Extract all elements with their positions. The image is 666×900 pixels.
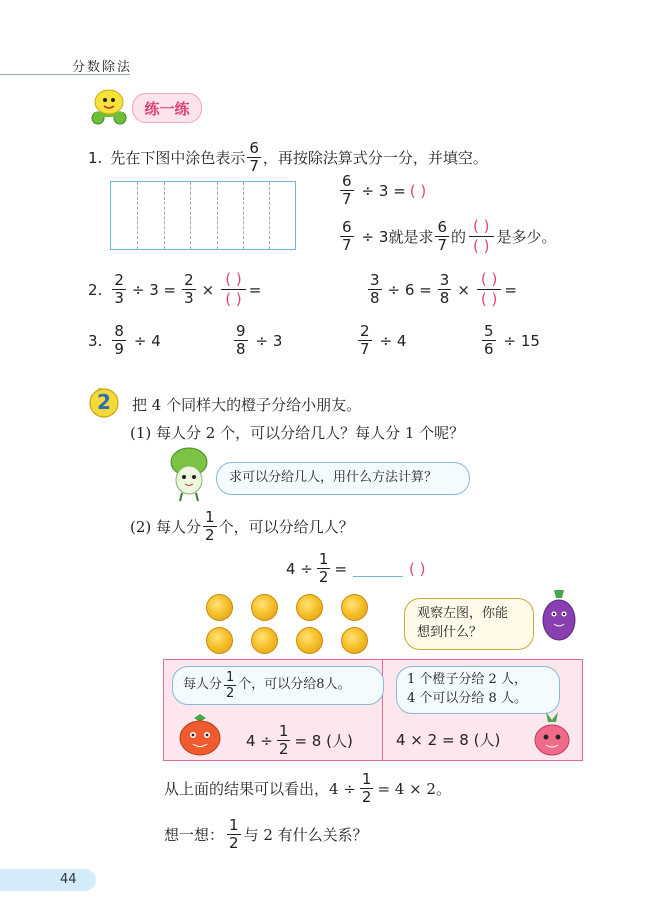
q2-right-den2: 8 — [439, 289, 450, 307]
q1-frac-den: 7 — [249, 157, 259, 175]
hint-bubble-1 — [216, 462, 470, 495]
q1-eq2-fraction — [340, 220, 354, 253]
q3-item-op: ÷ 15 — [503, 331, 540, 350]
left-bubble-text-a: 每人分 — [183, 677, 223, 693]
q2-left-op2: × — [201, 280, 215, 299]
q1-fraction — [247, 141, 261, 174]
oranges-grid — [206, 594, 366, 656]
q3-item-1 — [232, 324, 282, 357]
part-2-eq-den: 2 — [318, 568, 329, 586]
right-panel-bubble — [396, 666, 560, 714]
q1-eq2-blank-fraction[interactable] — [469, 219, 493, 254]
q1-eq1-fraction — [340, 174, 354, 207]
q1-frac-num: 6 — [249, 139, 259, 157]
q1-eq1-num: 6 — [342, 172, 352, 190]
lemon-mascot-icon — [86, 88, 132, 126]
q3-item-den: 6 — [484, 340, 494, 358]
q2-left-num: 2 — [114, 271, 124, 289]
practice-badge — [132, 93, 202, 123]
q3-item-3-frac — [482, 324, 496, 357]
q2-right-op1: ÷ 6 = — [387, 280, 432, 299]
orange-icon — [296, 594, 323, 621]
q3-item-3 — [480, 324, 540, 357]
q2-left-blank-fraction[interactable] — [221, 272, 245, 307]
think-text-b: 与 2 有什么关系？ — [243, 826, 368, 844]
part-2-num: 1 — [205, 508, 215, 526]
q1-number: 1. — [88, 148, 103, 167]
q3-item-den: 9 — [114, 340, 124, 358]
section-title: 分数除法 — [72, 60, 133, 75]
q3-item-0-frac — [112, 324, 126, 357]
think-den: 2 — [229, 834, 239, 852]
tomato-mascot-icon — [176, 712, 224, 758]
part-2-text-a: (2) 每人分 — [130, 518, 202, 536]
q1-eq2-blank-top[interactable]: ( ) — [469, 219, 493, 237]
part-2-den: 2 — [205, 526, 215, 544]
q1-eq2-den2: 7 — [437, 236, 447, 254]
q3-item-num: 8 — [114, 322, 124, 340]
part-2-equation — [286, 552, 426, 585]
column-divider — [164, 182, 165, 249]
q2-right-blank-top[interactable]: ( ) — [477, 272, 501, 290]
page-number-tab — [0, 869, 96, 891]
orange-icon — [206, 627, 233, 654]
q2-left-op3: = — [248, 280, 262, 299]
q2-left-blank-bottom[interactable]: ( ) — [225, 290, 242, 308]
q1-eq2-text-a: 就是求 — [388, 228, 434, 246]
coloring-rectangle[interactable] — [110, 181, 296, 250]
q3-item-op: ÷ 4 — [379, 331, 407, 350]
column-divider — [137, 182, 138, 249]
q3-item-1-frac — [234, 324, 248, 357]
think-num: 1 — [229, 816, 239, 834]
think-text-a: 想一想： — [164, 826, 225, 844]
q3-item-num: 9 — [236, 322, 246, 340]
think-fraction — [227, 818, 241, 851]
q2-left-frac-2 — [182, 273, 196, 306]
q3-number: 3. — [88, 331, 103, 350]
example-2-part-1: (1) 每人分 2 个，可以分给几人？每人分 1 个呢？ — [130, 424, 465, 442]
q1-equation-1 — [338, 174, 426, 207]
q2-left-equation — [88, 272, 261, 307]
q3-item-num: 5 — [484, 322, 494, 340]
cabbage-mascot-icon — [164, 446, 214, 502]
q3-number-row — [88, 324, 161, 357]
column-divider — [269, 182, 270, 249]
left-bubble-text-b: 个，可以分给8人。 — [238, 677, 351, 693]
orange-icon — [251, 627, 278, 654]
q2-left-op1: ÷ 3 = — [131, 280, 177, 299]
conclusion-text-b: = 4 × 2。 — [377, 780, 451, 798]
q2-right-equation — [366, 272, 517, 307]
conclusion-num: 1 — [361, 770, 372, 788]
column-divider — [217, 182, 218, 249]
conclusion-den: 2 — [361, 788, 372, 806]
q3-item-2 — [356, 324, 406, 357]
q2-right-blank-fraction[interactable] — [477, 272, 501, 307]
q1-eq2-text-c: 是多少。 — [496, 228, 557, 246]
left-eq-left: 4 ÷ — [246, 731, 273, 750]
part-2-unit-blank[interactable]: ( ) — [409, 559, 426, 578]
q3-item-2-frac — [358, 324, 372, 357]
left-eq-den: 2 — [278, 740, 289, 758]
right-panel-equation — [396, 729, 500, 750]
page-number: 44 — [60, 872, 77, 887]
hint-bubble-1-text: 求可以分给几人，用什么方法计算？ — [229, 470, 438, 485]
q2-right-den: 8 — [370, 289, 380, 307]
part-2-text-b: 个，可以分给几人？ — [218, 518, 354, 536]
example-2-title: 把 4 个同样大的橙子分给小朋友。 — [132, 396, 362, 414]
part-2-eq-num: 1 — [318, 550, 329, 568]
q1-eq2-blank-bottom[interactable]: ( ) — [473, 237, 490, 255]
q1-eq2-fraction-2 — [435, 220, 449, 253]
q2-left-den: 3 — [114, 289, 124, 307]
orange-icon — [296, 627, 323, 654]
left-bubble-fraction — [224, 671, 236, 700]
q1-prompt — [88, 141, 488, 174]
example-2-part-2 — [130, 510, 354, 543]
q1-text-b: ，再按除法算式分一分，并填空。 — [262, 149, 488, 167]
q1-eq2-num: 6 — [342, 218, 352, 236]
column-divider — [243, 182, 244, 249]
part-2-fraction — [203, 510, 217, 543]
q3-item-op: ÷ 4 — [133, 331, 161, 350]
left-bubble-den: 2 — [226, 686, 235, 701]
q2-left-den2: 3 — [184, 289, 194, 307]
q3-item-op: ÷ 3 — [255, 331, 283, 350]
column-divider — [190, 182, 191, 249]
example-2-number: 2 — [97, 390, 111, 414]
q2-right-num2: 3 — [439, 271, 450, 289]
part-2-eq-left: 4 ÷ — [286, 559, 313, 578]
q1-eq1-op: ÷ 3 = — [361, 181, 406, 200]
q2-left-blank-top[interactable]: ( ) — [221, 272, 245, 290]
left-panel-equation — [246, 724, 353, 757]
q2-right-frac — [368, 273, 382, 306]
q2-left-frac — [112, 273, 126, 306]
q2-right-blank-bottom[interactable]: ( ) — [480, 290, 498, 308]
right-bubble-line-1: 1 个橙子分给 2 人， — [407, 672, 527, 687]
part-2-eq-sign: = — [334, 559, 348, 578]
q1-eq2-text-b: 的 — [451, 228, 467, 246]
q1-text-a: 先在下图中涂色表示 — [110, 149, 246, 167]
q2-right-op3: = — [504, 280, 517, 299]
q2-number: 2. — [88, 280, 103, 299]
orange-icon — [206, 594, 233, 621]
hint-bubble-2 — [404, 598, 534, 650]
think-line — [164, 818, 368, 851]
hint-bubble-2-line-2: 想到什么？ — [417, 624, 483, 640]
q1-eq2-den: 7 — [342, 236, 352, 254]
part-2-answer-line[interactable] — [353, 560, 403, 577]
practice-badge-label: 练一练 — [144, 99, 190, 118]
orange-icon — [251, 594, 278, 621]
q1-eq2-num2: 6 — [437, 218, 447, 236]
left-eq-num: 1 — [278, 722, 289, 740]
q1-eq1-den: 7 — [342, 190, 352, 208]
left-bubble-num: 1 — [226, 670, 235, 685]
right-bubble-line-2: 4 个可以分给 8 人。 — [407, 690, 527, 706]
left-eq-right: = 8 (人) — [294, 732, 353, 750]
q3-item-num: 2 — [360, 322, 370, 340]
conclusion-fraction — [360, 772, 374, 805]
orange-icon — [341, 594, 368, 621]
left-eq-fraction — [277, 724, 291, 757]
conclusion-line — [164, 772, 451, 805]
q1-eq1-blank[interactable]: ( ) — [409, 181, 427, 200]
left-panel-bubble — [172, 666, 384, 705]
conclusion-text-a: 从上面的结果可以看出，4 ÷ — [164, 780, 356, 798]
radish-mascot-icon — [528, 710, 576, 758]
eggplant-mascot-icon — [534, 586, 584, 644]
q1-equation-2 — [338, 219, 557, 254]
hint-bubble-2-line-1: 观察左图，你能 — [417, 606, 509, 621]
q2-left-num2: 2 — [184, 271, 194, 289]
orange-icon — [341, 627, 368, 654]
right-eq: 4 × 2 = 8 (人) — [396, 731, 501, 749]
example-2-badge — [88, 386, 120, 418]
q2-right-num: 3 — [370, 271, 380, 289]
q2-right-frac-2 — [438, 273, 452, 306]
q1-eq2-op: ÷ 3 — [361, 227, 389, 246]
q3-item-den: 8 — [236, 340, 246, 358]
q2-right-op2: × — [457, 280, 470, 299]
part-2-eq-fraction — [317, 552, 331, 585]
q3-item-den: 7 — [360, 340, 370, 358]
